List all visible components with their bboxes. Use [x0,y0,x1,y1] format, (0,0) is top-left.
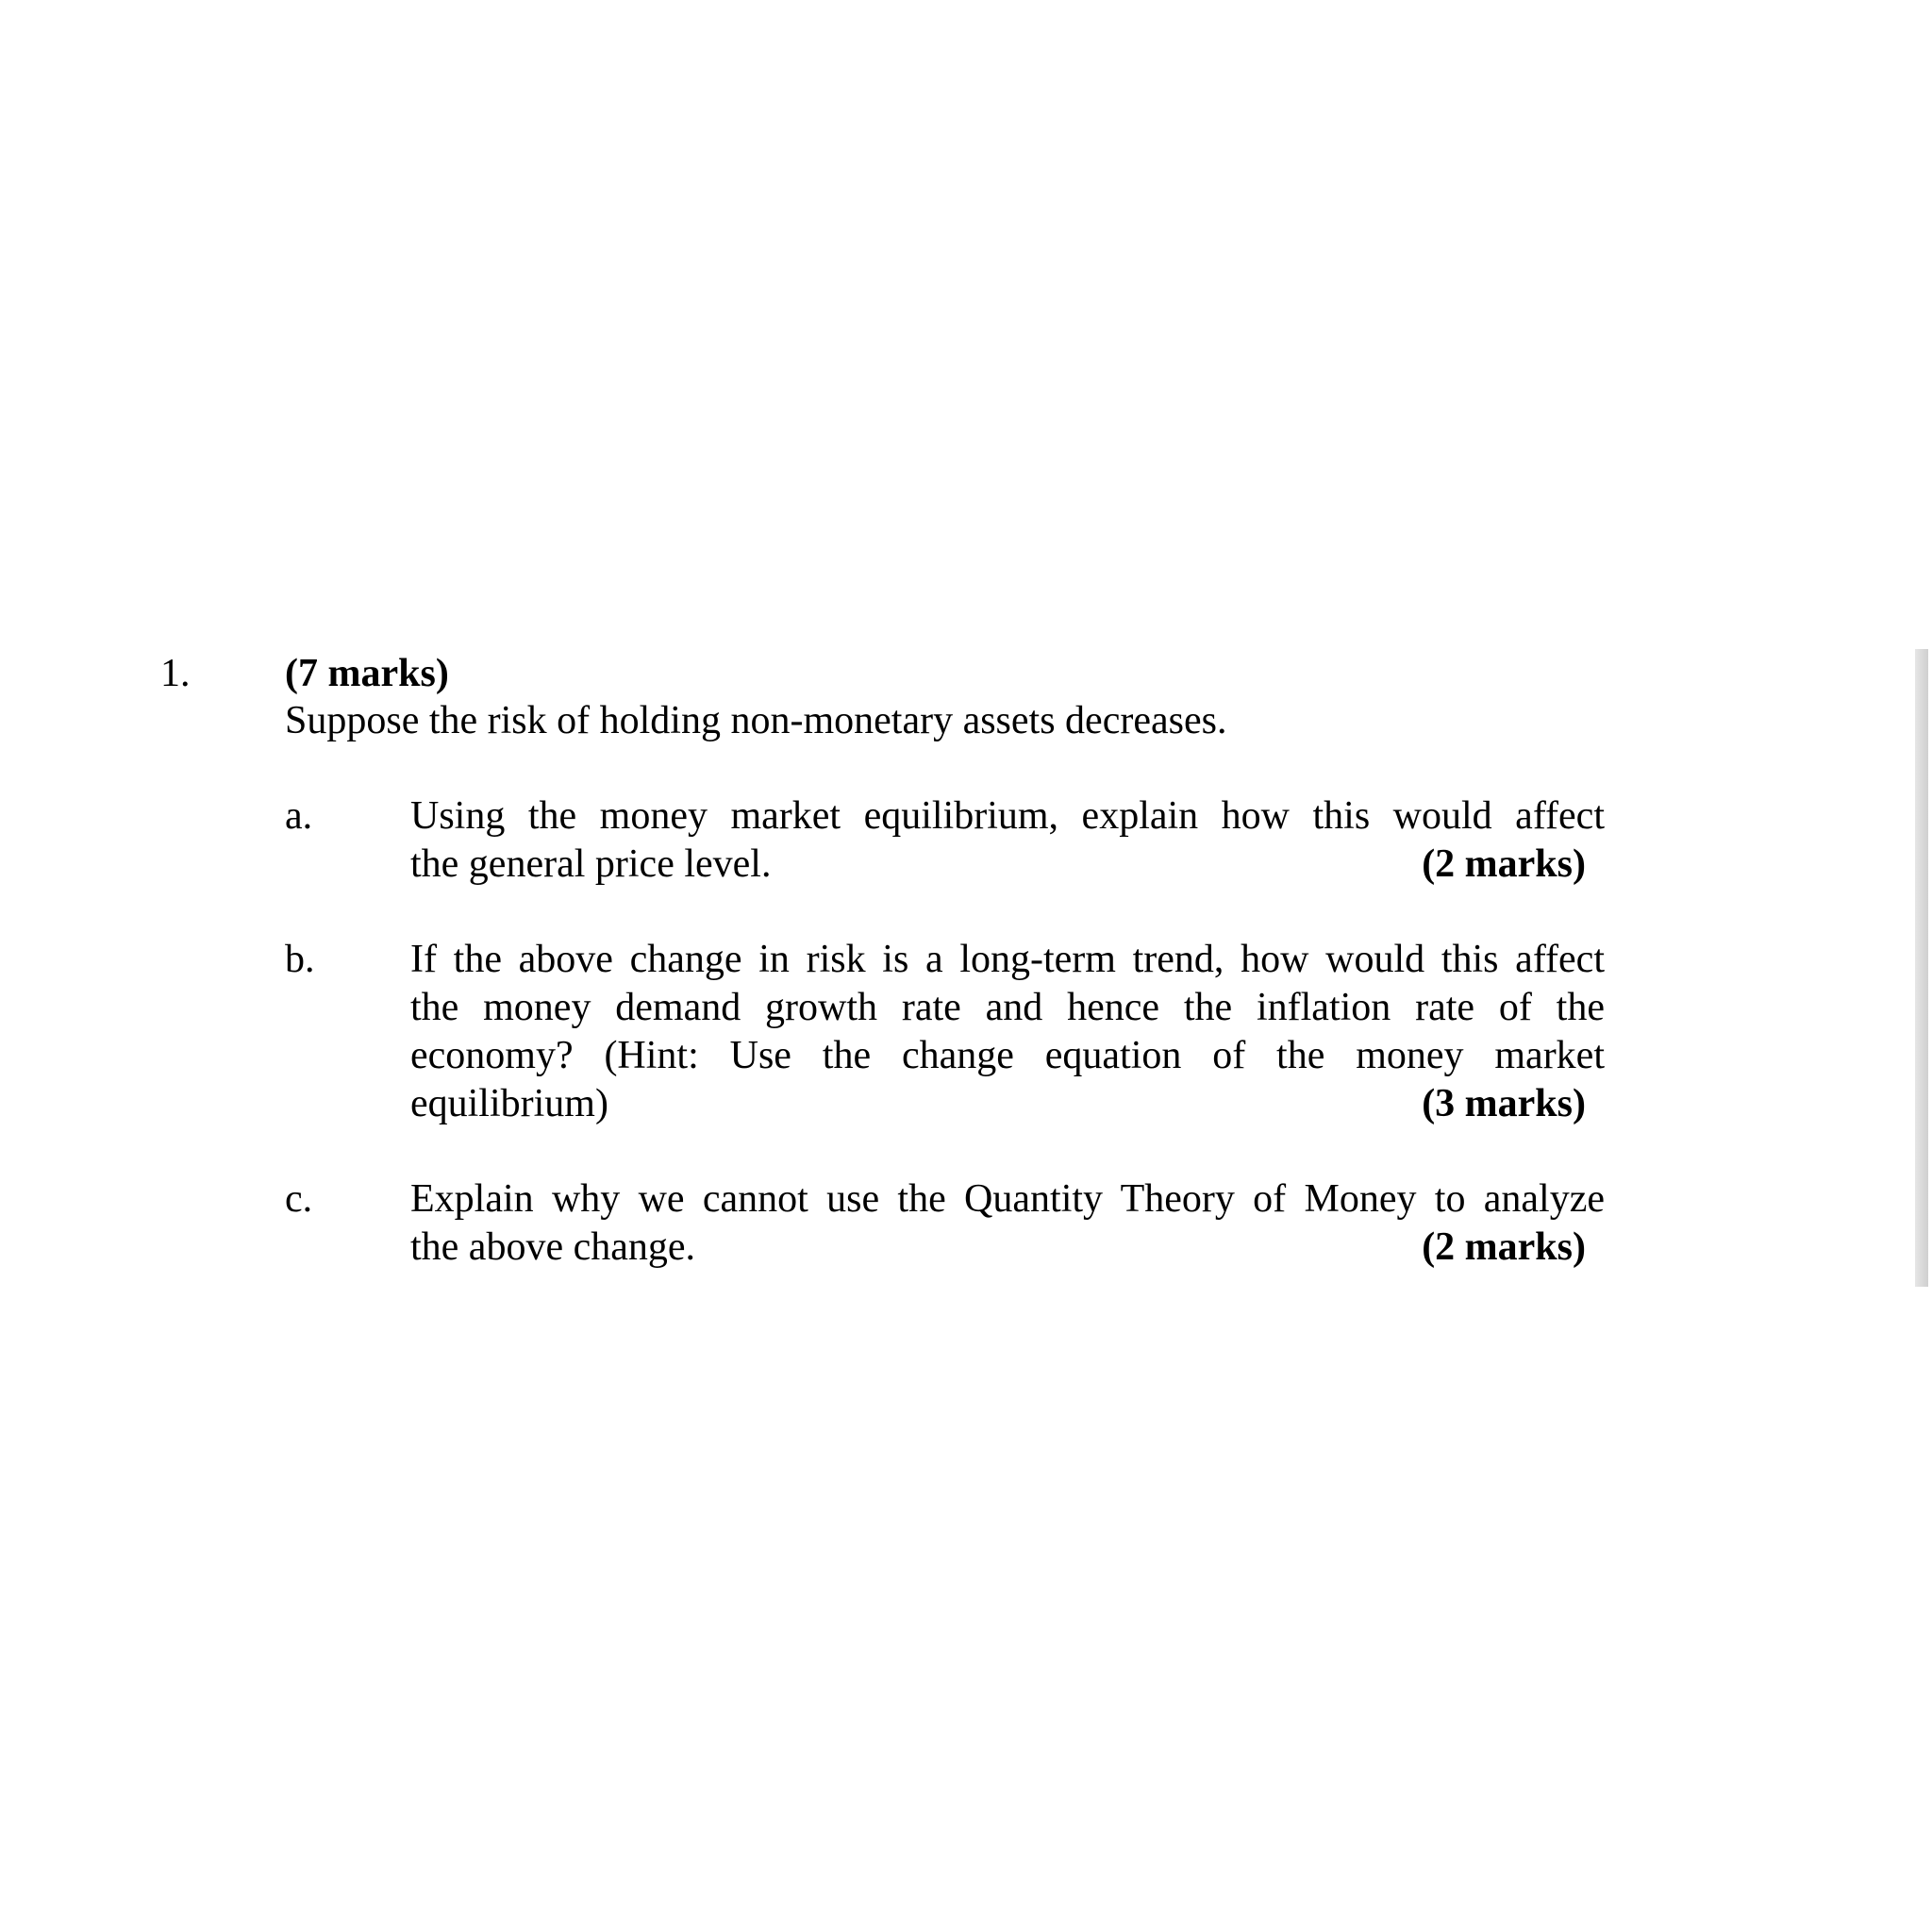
sub-question-line: the money demand growth rate and hence the inflation rate of the [410,986,1605,1029]
sub-question-line [410,1080,1605,1128]
sub-question-line [410,1224,1605,1272]
sub-question-line: Using the money market equilibrium, explain how this would affect [410,794,1605,838]
sub-question-text [410,936,1605,1128]
sub-question-text [410,792,1605,889]
question-number: 1. [160,652,191,695]
sub-question-marks: (2 marks) [1422,842,1586,886]
sub-question-marks: (3 marks) [1422,1082,1586,1125]
question-total-marks: (7 marks) [285,652,449,695]
sub-question-line: economy? (Hint: Use the change equation of the money market [410,1034,1605,1077]
sub-question-line [410,841,1605,889]
sub-question-line-text: equilibrium) [410,1082,608,1125]
sub-question-letter: a. [285,794,313,838]
sub-question-line: If the above change in risk is a long-term trend, how would this affect [410,938,1605,981]
sub-question-line-text: the above change. [410,1225,696,1269]
sub-question-letter: c. [285,1177,313,1221]
sub-question-text [410,1175,1605,1272]
sub-question-letter: b. [285,938,315,981]
sub-question-line-text: the general price level. [410,842,772,886]
question-stem: Suppose the risk of holding non-monetary assets decreases. [285,699,1227,742]
sub-question-marks: (2 marks) [1422,1225,1586,1269]
sub-question-line: Explain why we cannot use the Quantity Theory of Money to analyze [410,1177,1605,1221]
